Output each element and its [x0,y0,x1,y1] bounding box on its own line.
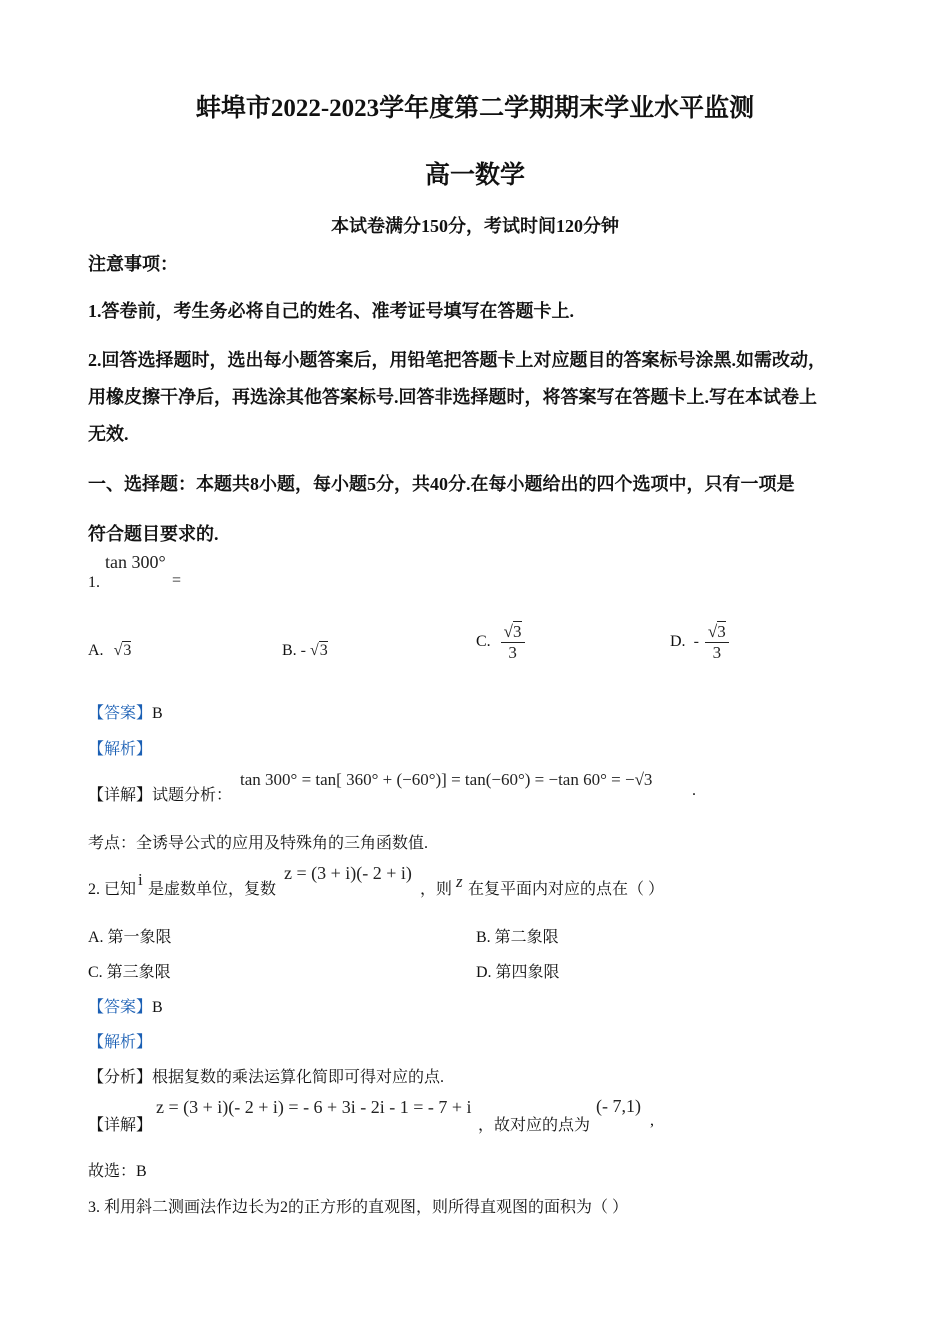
q1-option-b-label: B. [282,642,297,659]
q1-option-d[interactable] [670,615,729,669]
answer-value: B [152,705,163,722]
q2-option-b[interactable]: B. 第二象限 [476,929,559,946]
q2-conclusion: 故选：B [88,1163,147,1180]
question-1-number: 1. [88,574,100,591]
q1-option-b-value: √3 [310,642,328,659]
q1-detail-end: . [692,782,696,799]
question-2-stem-a: 2. 已知 [88,881,137,898]
question-2-var-z: z [456,872,463,891]
q2-answer [88,994,163,1017]
q1-option-d-sign: - [693,633,699,650]
q1-analysis-tag: 【解析】 [88,741,153,758]
answer-value: B [152,999,163,1016]
q1-option-c-label: C. [476,633,491,650]
notice-item-2-line-3: 无效. [88,424,129,444]
section-heading-line-2: 符合题目要求的. [88,524,219,544]
q1-option-a-label: A. [88,642,104,659]
q1-detail-formula: tan 300° = tan[ 360° + (−60°)] = tan(−60°) = −tan 60° = −√3 [240,770,653,789]
q1-option-a-value: √3 [113,642,132,659]
q2-option-d[interactable]: D. 第四象限 [476,964,560,981]
q2-analysis-tag: 【解析】 [88,1034,153,1051]
q2-detail-end: , [650,1112,654,1129]
question-3-stem: 3. 利用斜二测画法作边长为2的正方形的直观图，则所得直观图的面积为（ ） [88,1199,629,1216]
q1-detail [88,782,232,805]
exam-info: 本试卷满分150分，考试时间120分钟 [331,216,619,236]
section-heading-line-1: 一、选择题：本题共8小题，每小题5分，共40分.在每小题给出的四个选项中，只有一项是 [88,474,795,494]
q2-fenxi [88,1064,444,1087]
q1-option-d-label: D. [670,633,686,650]
question-2-stem-c: ，则 [420,881,453,898]
q1-option-b[interactable] [282,641,328,660]
answer-tag: 【答案】 [88,999,153,1016]
q2-option-c[interactable]: C. 第三象限 [88,964,171,981]
notice-item-1: 1.答卷前，考生务必将自己的姓名、准考证号填写在答题卡上. [88,301,574,321]
fenxi-text: 根据复数的乘法运算化简即可得对应的点. [152,1069,445,1086]
notice-heading: 注意事项： [88,254,178,274]
q1-answer [88,700,163,723]
fenxi-tag: 【分析】 [88,1069,153,1086]
notice-item-2-line-2: 用橡皮擦干净后，再选涂其他答案标号.回答非选择题时，将答案写在答题卡上.写在本试卷上 [88,387,817,407]
notice-item-2-line-1: 2.回答选择题时，选出每小题答案后，用铅笔把答题卡上对应题目的答案标号涂黑.如需改动， [88,350,826,370]
q1-option-c-fraction: $\frac{√3}{3}$ [501,622,525,663]
q2-point: (- 7,1) [596,1096,641,1116]
page-title: 蚌埠市2022-2023学年度第二学期期末学业水平监测 [195,95,755,122]
q2-detail-formula: z = (3 + i)(- 2 + i) = - 6 + 3i - 2i - 1 = - 7 + i [156,1097,472,1117]
subject-title: 高一数学 [424,162,525,189]
q2-detail-mid: ，故对应的点为 [478,1117,591,1134]
question-2-stem-b: 是虚数单位，复数 [148,881,277,898]
q1-option-a[interactable] [88,641,131,660]
q1-option-c[interactable] [476,615,525,669]
q1-knowledge-point: 考点：全诱导公式的应用及特殊角的三角函数值. [88,835,429,852]
detail-prefix: 试题分析： [152,787,233,804]
question-2-stem-d: 在复平面内对应的点在（ ） [468,881,665,898]
detail-tag: 【详解】 [88,787,153,804]
question-1-equals: = [172,572,182,589]
q1-option-b-sign: - [300,642,306,659]
answer-tag: 【答案】 [88,705,153,722]
question-2-var-i: i [138,870,143,889]
q1-option-d-fraction: $\frac{√3}{3}$ [705,622,729,663]
question-1-expression: tan 300° [105,552,166,572]
q2-detail-tag: 【详解】 [88,1117,153,1134]
question-2-formula: z = (3 + i)(- 2 + i) [284,863,412,883]
q2-option-a[interactable]: A. 第一象限 [88,929,172,946]
